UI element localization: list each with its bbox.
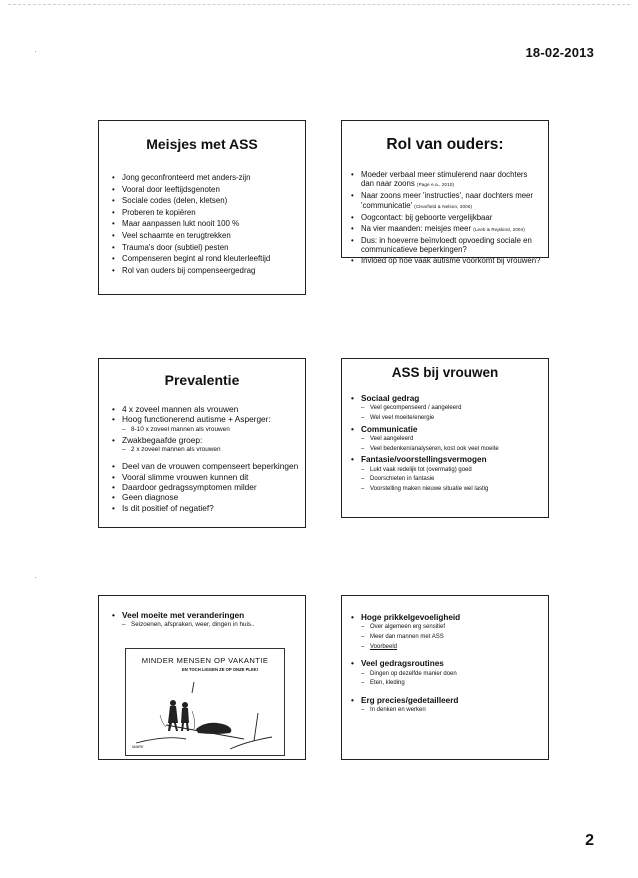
page-top-edge [8, 4, 630, 5]
sub-item [361, 643, 544, 653]
sub-item: – 2 x zoveel mannen als vrouwen [122, 445, 301, 454]
bullet-list [99, 404, 305, 513]
slide-title: Meisjes met ASS [146, 136, 258, 152]
sub-item: – Voorstelling maken nieuwe situatie wel lastig [361, 485, 544, 495]
bullet-list [342, 170, 548, 266]
bullet-text: Naar zoons meer 'instructies', naar dochters meer 'communicatie' [361, 191, 533, 210]
voorbeeld-link[interactable]: Voorbeeld [370, 643, 398, 650]
list-item [350, 425, 544, 455]
sub-item: – Veel gecompenseerd / aangeleerd [361, 404, 544, 414]
bullet-list [342, 394, 548, 494]
slide-title: ASS bij vrouwen [391, 365, 499, 380]
scan-speck: · [34, 46, 37, 56]
bullet-text: Zwakbegaafde groep: [122, 434, 203, 445]
list-item: • Dus: in hoeverre beïnvloedt opvoeding sociale en communicatieve beperkingen? [350, 236, 542, 255]
page-number: 2 [585, 832, 594, 849]
bullet-list [342, 596, 548, 716]
bullet-list [99, 172, 305, 276]
sub-item: – Veel aangeleerd [361, 435, 544, 445]
citation: (Leeb & Rejskind, 2004) [473, 226, 525, 232]
bullet-list [99, 596, 305, 629]
cartoon-signature: MARK [132, 744, 144, 749]
group-heading: Veel moeite met veranderingen [122, 610, 245, 620]
list-item [350, 170, 542, 190]
cartoon-drawing [126, 649, 286, 757]
list-item: • Maar aanpassen lukt nooit 100 % [111, 218, 299, 230]
list-item: • Oogcontact: bij geboorte vergelijkbaar [350, 213, 542, 222]
cartoon-title: MINDER MENSEN OP VAKANTIE [141, 656, 269, 665]
sub-item: – In denken en werken [361, 706, 544, 716]
list-item: • Vooral slimme vrouwen kunnen dit [111, 472, 301, 482]
sub-list [361, 404, 544, 423]
list-item: • Invloed op hoe vaak autisme voorkomt bij vrouwen? [350, 256, 542, 265]
slide-title: Prevalentie [164, 372, 240, 388]
sub-list [361, 435, 544, 454]
page-date: 18-02-2013 [525, 45, 594, 60]
sub-item: – Doorschieten in fantasie [361, 475, 544, 485]
sub-item: – Seizoenen, afspraken, weer, dingen in huis.. [122, 620, 301, 629]
sub-list [361, 623, 544, 652]
list-item [111, 435, 301, 454]
group-heading: Fantasie/voorstellingsvermogen [361, 455, 487, 465]
sub-list [361, 466, 544, 495]
cartoon-speech-text: EN TOCH LIGGEN ZE OP ONZE PLEK! [182, 667, 259, 672]
group-heading: Communicatie [361, 424, 418, 434]
slide-prikkelgevoeligheid [341, 595, 549, 760]
citation: (Clearfield & Nelson, 2006) [414, 203, 473, 209]
sub-item: – Eten, kleding [361, 679, 544, 689]
group-heading: Hoge prikkelgevoeligheid [361, 613, 461, 622]
sub-list [122, 425, 301, 434]
list-item [111, 610, 301, 629]
citation: (Page e.a., 2010) [416, 182, 455, 188]
slide-prevalentie [98, 358, 306, 528]
list-item [350, 455, 544, 494]
list-item: • Sociale codes (delen, kletsen) [111, 195, 299, 207]
slide-ass-bij-vrouwen [341, 358, 549, 518]
list-item [350, 224, 542, 234]
list-item [111, 414, 301, 433]
list-item: • Trauma's door (subtiel) pesten [111, 242, 299, 254]
list-item [350, 191, 542, 211]
list-item: • Vooral door leeftijdsgenoten [111, 184, 299, 196]
sub-item: – Meer dan mannen met ASS [361, 633, 544, 643]
sub-item: – Lukt vaak redelijk tot (overmatig) goed [361, 466, 544, 476]
sub-list [361, 670, 544, 689]
list-item: • Daardoor gedragssymptomen milder [111, 482, 301, 492]
slide-meisjes-met-ass [98, 120, 306, 295]
list-item: • Geen diagnose [111, 492, 301, 502]
group-heading: Erg precies/gedetailleerd [361, 695, 459, 705]
list-item: • Compenseren begint al rond kleuterleeftijd [111, 253, 299, 265]
bullet-text: Hoog functionerend autisme + Asperger: [122, 414, 271, 425]
sub-item: – Over algemeen erg sensitief [361, 623, 544, 633]
bullet-text: Na vier maanden: meisjes meer [361, 223, 472, 233]
list-item [350, 696, 544, 716]
list-item: • Jong geconfronteerd met anders-zijn [111, 172, 299, 184]
slide-veranderingen [98, 595, 306, 760]
list-item [350, 394, 544, 424]
cartoon-image [125, 648, 285, 756]
slide-title: Rol van ouders: [386, 136, 504, 153]
list-item [350, 613, 544, 652]
sub-item: – Wel veel moeite/energie [361, 414, 544, 424]
bullet-text: Moeder verbaal meer stimulerend naar dochters dan naar zoons [361, 170, 528, 189]
list-item: • Is dit positief of negatief? [111, 503, 301, 513]
list-item: • Rol van ouders bij compenseergedrag [111, 265, 299, 277]
group-heading: Veel gedragsroutines [361, 659, 444, 669]
slide-rol-van-ouders [341, 120, 549, 266]
sub-list [122, 620, 301, 629]
sub-list [361, 706, 544, 716]
list-item [350, 659, 544, 689]
sub-item: – Veel bedenken/analyseren, kost ook veel moeite [361, 445, 544, 455]
group-heading: Sociaal gedrag [361, 394, 420, 403]
sub-item: – Dingen op dezelfde manier doen [361, 670, 544, 680]
sub-item: – 8-10 x zoveel mannen als vrouwen [122, 425, 301, 434]
list-item: • 4 x zoveel mannen als vrouwen [111, 404, 301, 414]
list-item: • Veel schaamte en terugtrekken [111, 230, 299, 242]
sub-list [122, 445, 301, 454]
list-item: • Deel van de vrouwen compenseert beperkingen [111, 461, 301, 471]
scan-speck: · [34, 572, 37, 582]
list-item: • Proberen te kopiëren [111, 207, 299, 219]
